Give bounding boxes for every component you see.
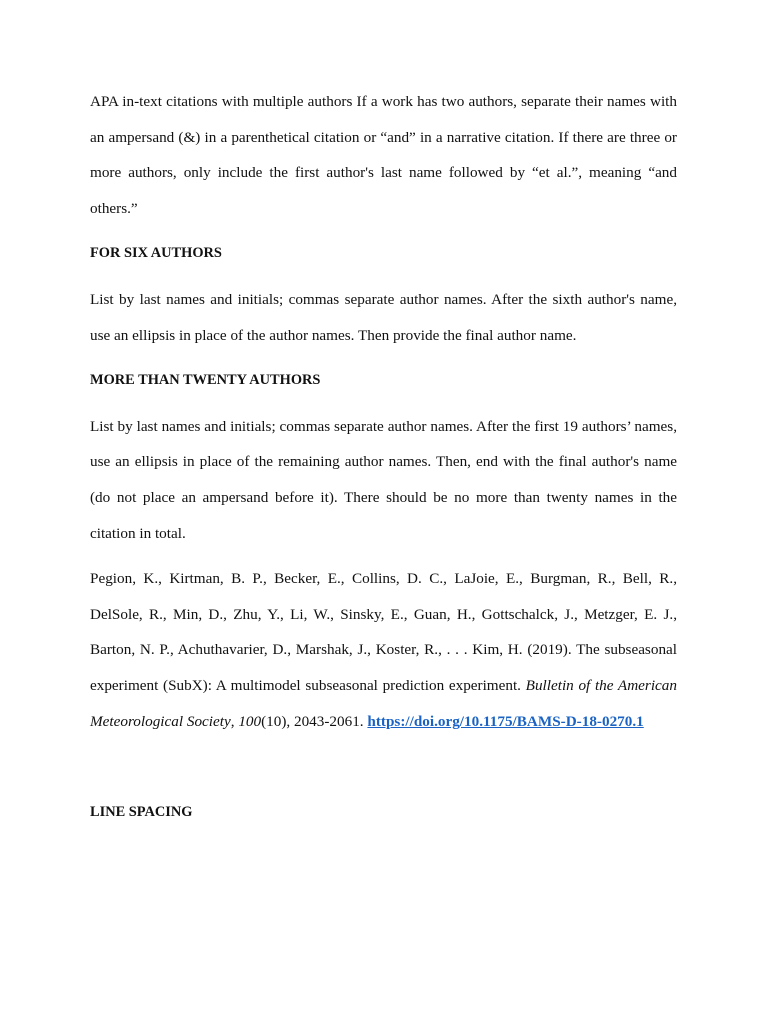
- line-spacing-heading: LINE SPACING: [90, 804, 193, 821]
- intro-paragraph: APA in-text citations with multiple authors If a work has two authors, separate their names with an ampersand (&) in a parenthetical citation or “and” in a narrative citation. If there are three or more authors, only include the first author's last name followed by “et al.”, meaning “and others.”: [90, 93, 677, 217]
- reference-authors-title: Pegion, K., Kirtman, B. P., Becker, E., Collins, D. C., LaJoie, E., Burgman, R., Bell, R., DelSole, R., Min, D., Zhu, Y., Li, W., Sinsky, E., Guan, H., Gottschalck, J., Metzger, E. J., Barton, N. P., Achuthavarier, D., Marshak, J., Koster, R., . . . Kim, H. (2019). The subseasonal experiment (SubX): A multimodel subseasonal prediction experiment.: [90, 570, 677, 694]
- reference-journal: Bulletin of the American Meteorological Society: [90, 676, 677, 730]
- reference-issue-pages: (10), 2043-2061.: [261, 712, 368, 730]
- six-authors-heading: FOR SIX AUTHORS: [90, 245, 222, 262]
- six-authors-paragraph: List by last names and initials; commas separate author names. After the sixth author's name, use an ellipsis in place of the author names. Then provide the final author name.: [90, 290, 677, 344]
- spacer: [90, 272, 677, 282]
- spacer: [90, 353, 677, 363]
- document-page: [90, 84, 677, 831]
- spacer: [90, 551, 677, 561]
- reference-separator: ,: [230, 712, 239, 730]
- spacer: [90, 399, 677, 409]
- spacer: [90, 739, 677, 795]
- spacer: [90, 226, 677, 236]
- twenty-authors-paragraph: List by last names and initials; commas separate author names. After the first 19 authors’ names, use an ellipsis in place of the remaining author names. Then, end with the final author's name (do not place an ampersand before it). There should be no more than twenty names in the citation in total.: [90, 417, 677, 542]
- doi-link[interactable]: https://doi.org/10.1175/BAMS-D-18-0270.1: [367, 712, 644, 730]
- twenty-authors-heading: MORE THAN TWENTY AUTHORS: [90, 372, 321, 389]
- reference-entry: [90, 561, 677, 739]
- reference-volume: 100: [238, 712, 262, 730]
